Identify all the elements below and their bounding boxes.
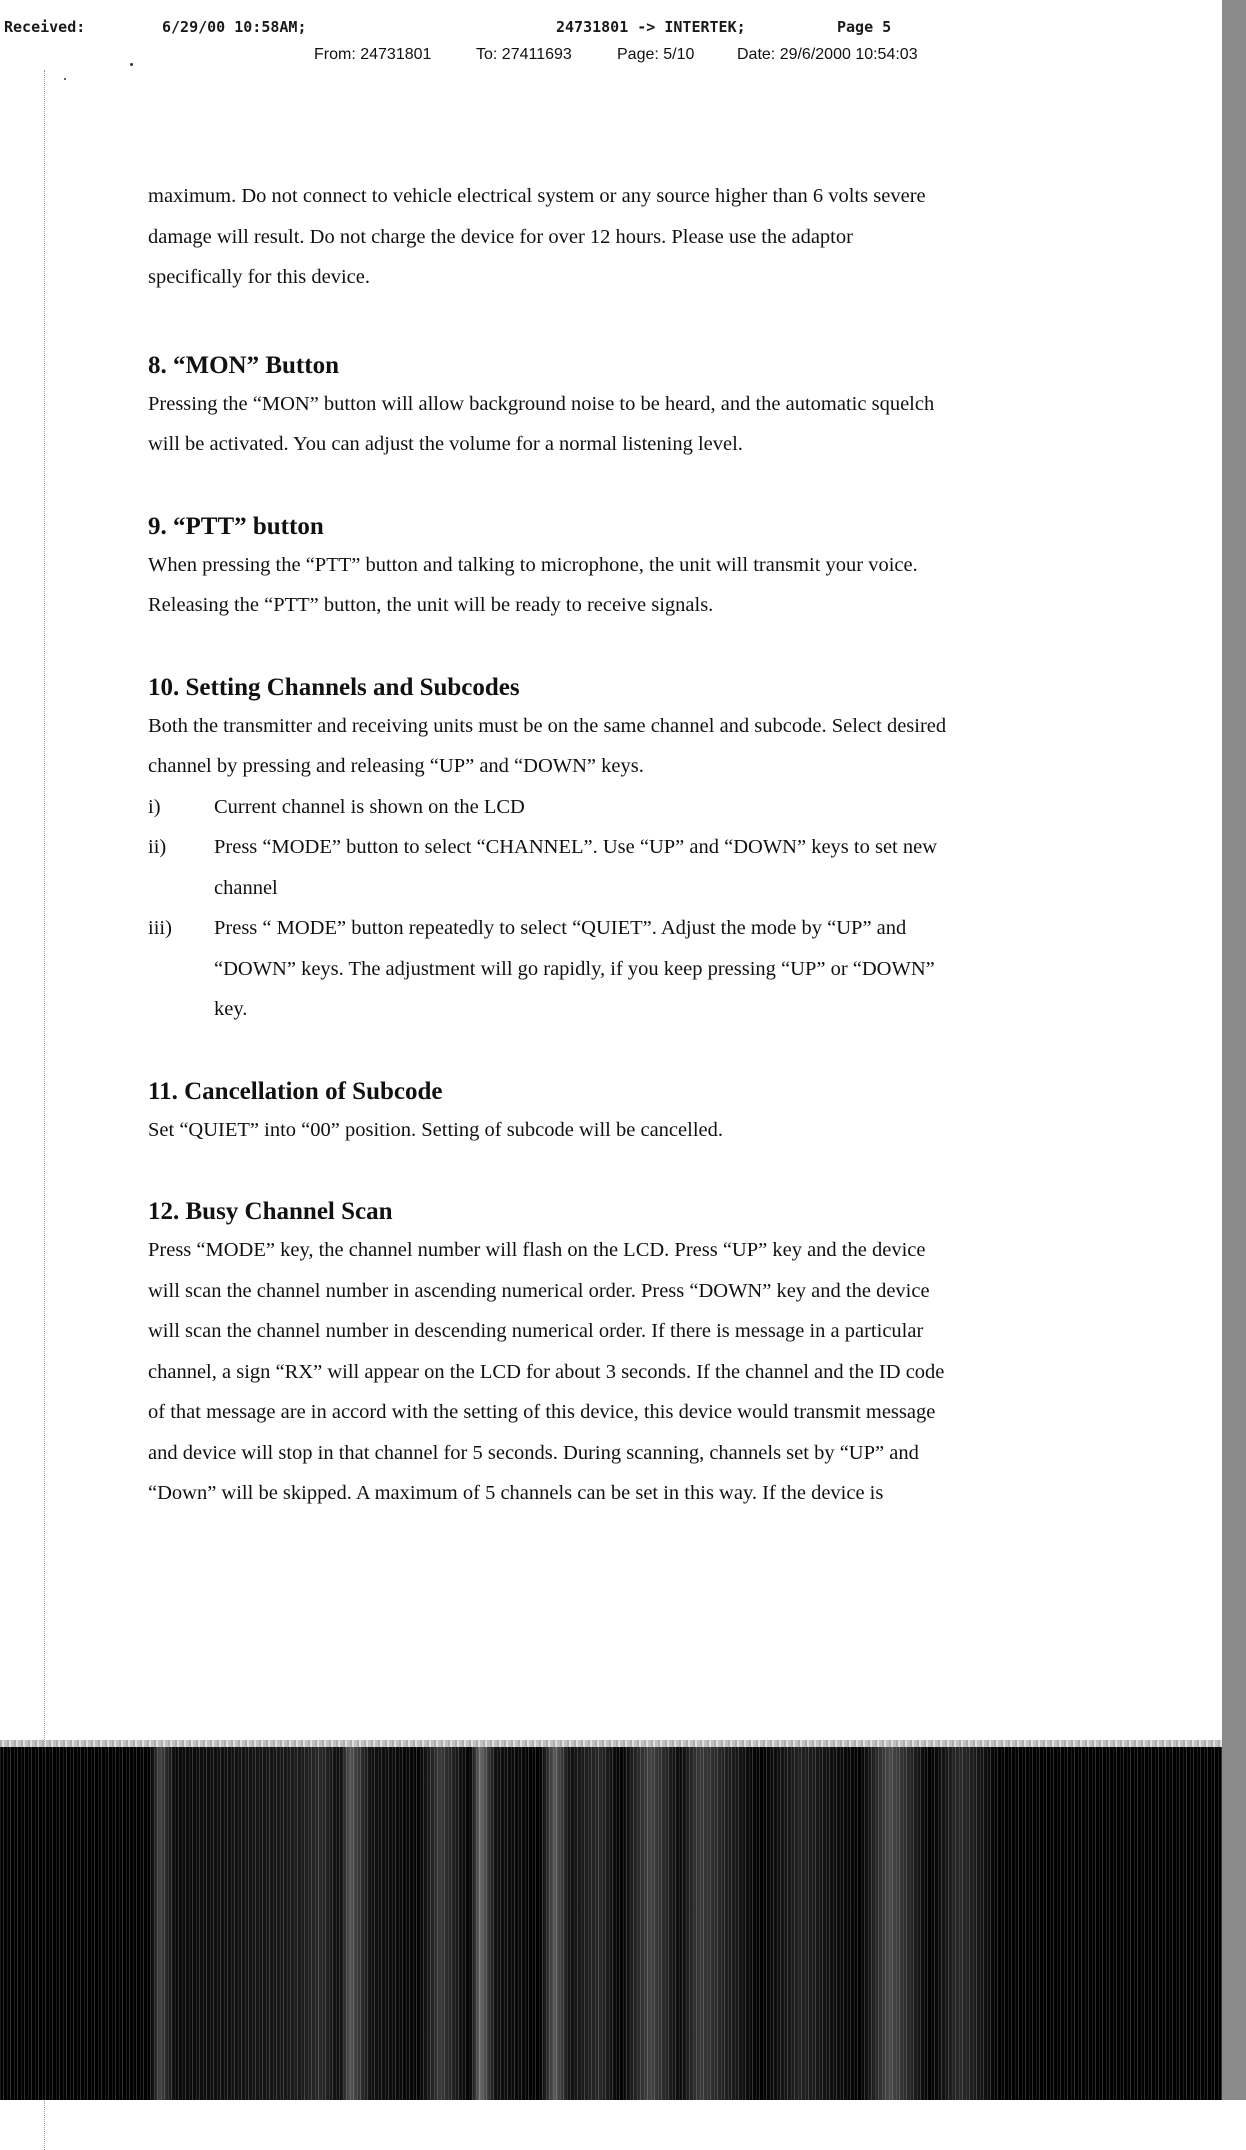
text-line: specifically for this device. <box>148 266 370 288</box>
text-line: channel by pressing and releasing “UP” and “DOWN” keys. <box>148 755 644 777</box>
section-heading-cancellation-subcode: 11. Cancellation of Subcode <box>148 1077 443 1105</box>
section-heading-ptt-button: 9. “PTT” button <box>148 512 324 540</box>
text-line: will scan the channel number in ascending numerical order. Press “DOWN” key and the device <box>148 1279 930 1302</box>
text-line: Current channel is shown on the LCD <box>214 795 525 818</box>
received-label: Received: <box>4 18 86 36</box>
list-item-text <box>214 908 1048 1030</box>
text-line: “DOWN” keys. The adjustment will go rapidly, if you keep pressing “UP” or “DOWN” <box>214 957 935 980</box>
text-line: maximum. Do not connect to vehicle electrical system or any source higher than 6 volts severe <box>148 185 926 207</box>
section-heading-mon-button: 8. “MON” Button <box>148 351 339 379</box>
text-line: damage will result. Do not charge the device for over 12 hours. Please use the adaptor <box>148 225 853 248</box>
scan-speck <box>64 78 66 80</box>
list-item-number: iii) <box>148 917 172 939</box>
text-line: Press “ MODE” button repeatedly to select “QUIET”. Adjust the mode by “UP” and <box>214 917 907 939</box>
text-line: Set “QUIET” into “00” position. Setting of subcode will be cancelled. <box>148 1118 723 1141</box>
fax-date: Date: 29/6/2000 10:54:03 <box>737 46 918 63</box>
list-item-text <box>214 787 1048 828</box>
text-line: Press “MODE” key, the channel number will flash on the LCD. Press “UP” key and the device <box>148 1239 926 1261</box>
fax-from: From: 24731801 <box>314 46 432 63</box>
fax-page-label: Page 5 <box>837 18 892 36</box>
section-heading-setting-channels: 10. Setting Channels and Subcodes <box>148 673 520 701</box>
text-line: key. <box>214 998 248 1020</box>
fax-scan-noise-band <box>0 1747 1222 2100</box>
section-body-ptt-button <box>148 545 1048 626</box>
text-line: Press “MODE” button to select “CHANNEL”. Use “UP” and “DOWN” keys to set new <box>214 836 938 858</box>
fax-transmission-header <box>4 18 1214 42</box>
list-item <box>148 827 1048 908</box>
text-line: will scan the channel number in descending numerical order. If there is message in a particular <box>148 1320 924 1342</box>
text-line: will be activated. You can adjust the volume for a normal listening level. <box>148 433 743 455</box>
text-line: “Down” will be skipped. A maximum of 5 channels can be set in this way. If the device is <box>148 1482 884 1504</box>
section-body-mon-button <box>148 384 1048 465</box>
received-datetime: 6/29/00 10:58AM; <box>162 18 307 36</box>
text-line: channel, a sign “RX” will appear on the LCD for about 3 seconds. If the channel and the ID code <box>148 1360 945 1383</box>
section-heading-busy-channel-scan: 12. Busy Channel Scan <box>148 1198 393 1225</box>
fax-sender-header <box>0 46 1222 70</box>
text-line: and device will stop in that channel for 5 seconds. During scanning, channels set by “UP” and <box>148 1441 919 1464</box>
text-line: channel <box>214 876 278 899</box>
list-item <box>148 787 1048 828</box>
section-body-cancellation-subcode <box>148 1110 1048 1151</box>
channel-steps-list <box>148 787 1048 1030</box>
fax-page-count: Page: 5/10 <box>617 46 695 63</box>
fax-to: To: 27411693 <box>476 46 572 63</box>
list-item-text <box>214 827 1048 908</box>
text-line: Releasing the “PTT” button, the unit will be ready to receive signals. <box>148 594 714 616</box>
scan-speck <box>130 63 133 66</box>
intro-paragraph <box>148 176 1048 298</box>
scan-margin-strip <box>1222 0 1246 2100</box>
list-item-number: i) <box>148 795 161 818</box>
list-item <box>148 908 1048 1030</box>
text-line: Both the transmitter and receiving units must be on the same channel and subcode. Select desired <box>148 714 947 737</box>
section-body-busy-channel-scan <box>148 1230 1048 1514</box>
text-line: Pressing the “MON” button will allow background noise to be heard, and the automatic squelch <box>148 392 935 415</box>
fax-route: 24731801 -> INTERTEK; <box>556 18 746 36</box>
list-item-number: ii) <box>148 836 167 858</box>
text-line: When pressing the “PTT” button and talking to microphone, the unit will transmit your voice. <box>148 553 918 576</box>
text-line: of that message are in accord with the setting of this device, this device would transmit message <box>148 1401 936 1423</box>
document-body <box>148 176 1048 1514</box>
section-body-setting-channels <box>148 706 1048 787</box>
